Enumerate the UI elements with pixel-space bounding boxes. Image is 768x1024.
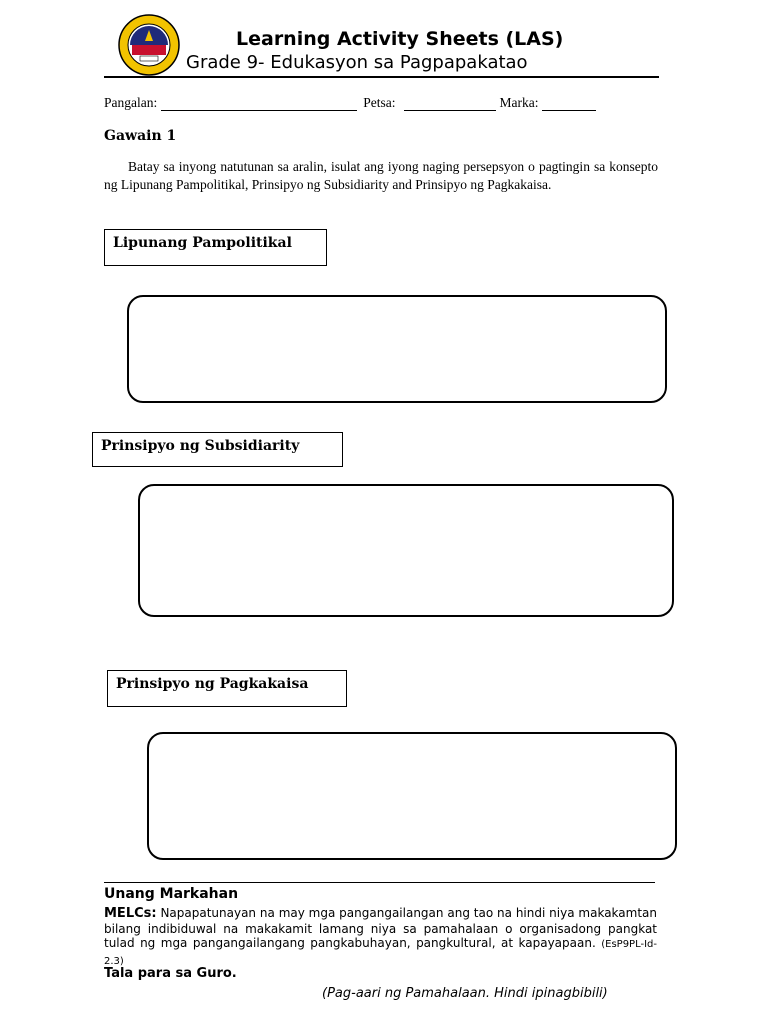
answer-box-subsidiarity[interactable] — [138, 484, 674, 617]
activity-title: Gawain 1 — [104, 128, 177, 144]
melcs-paragraph — [104, 906, 657, 969]
school-seal-logo — [118, 14, 180, 76]
melcs-label: MELCs: — [104, 906, 157, 921]
section-label-lipunang-pampolitikal: Lipunang Pampolitikal — [104, 229, 327, 266]
score-label: Marka: — [499, 95, 539, 110]
footer-divider — [104, 882, 655, 883]
name-label: Pangalan: — [104, 95, 158, 110]
answer-box-lipunang-pampolitikal[interactable] — [127, 295, 667, 403]
sheet-title: Learning Activity Sheets (LAS) — [236, 28, 564, 50]
activity-instructions: Batay sa inyong natutunan sa aralin, isulat ang iyong naging persepsyon o pagtingin sa konsepto ng Lipunang Pampolitikal, Prinsipyo ng Subsidiarity and Prinsipyo ng Pagkakaisa. — [104, 159, 658, 192]
score-field[interactable] — [542, 98, 596, 111]
date-label: Petsa: — [363, 95, 396, 110]
sheet-subtitle: Grade 9- Edukasyon sa Pagpapakatao — [186, 52, 528, 73]
melcs-text: Napapatunayan na may mga pangangailangan ang tao na hindi niya makakamtan bilang indibiduwal na makakamit lamang niya sa pamahalaan o organisadong pangkat tulad ng mga pangangailangang pangkabuhayan, pangkultural, at kapayapaan. — [104, 906, 657, 950]
melcs-code: (EsP9PL-Id-2.3) — [104, 939, 657, 967]
name-field[interactable] — [161, 98, 357, 111]
section-label-subsidiarity: Prinsipyo ng Subsidiarity — [92, 432, 343, 467]
student-info-line — [104, 95, 600, 111]
header-divider — [104, 76, 659, 78]
section-label-pagkakaisa: Prinsipyo ng Pagkakaisa — [107, 670, 347, 707]
date-field[interactable] — [404, 98, 496, 111]
teacher-note: Tala para sa Guro. — [104, 966, 237, 981]
answer-box-pagkakaisa[interactable] — [147, 732, 677, 860]
quarter-label: Unang Markahan — [104, 886, 239, 902]
ownership-notice: (Pag-aari ng Pamahalaan. Hindi ipinagbibili) — [322, 986, 608, 1001]
